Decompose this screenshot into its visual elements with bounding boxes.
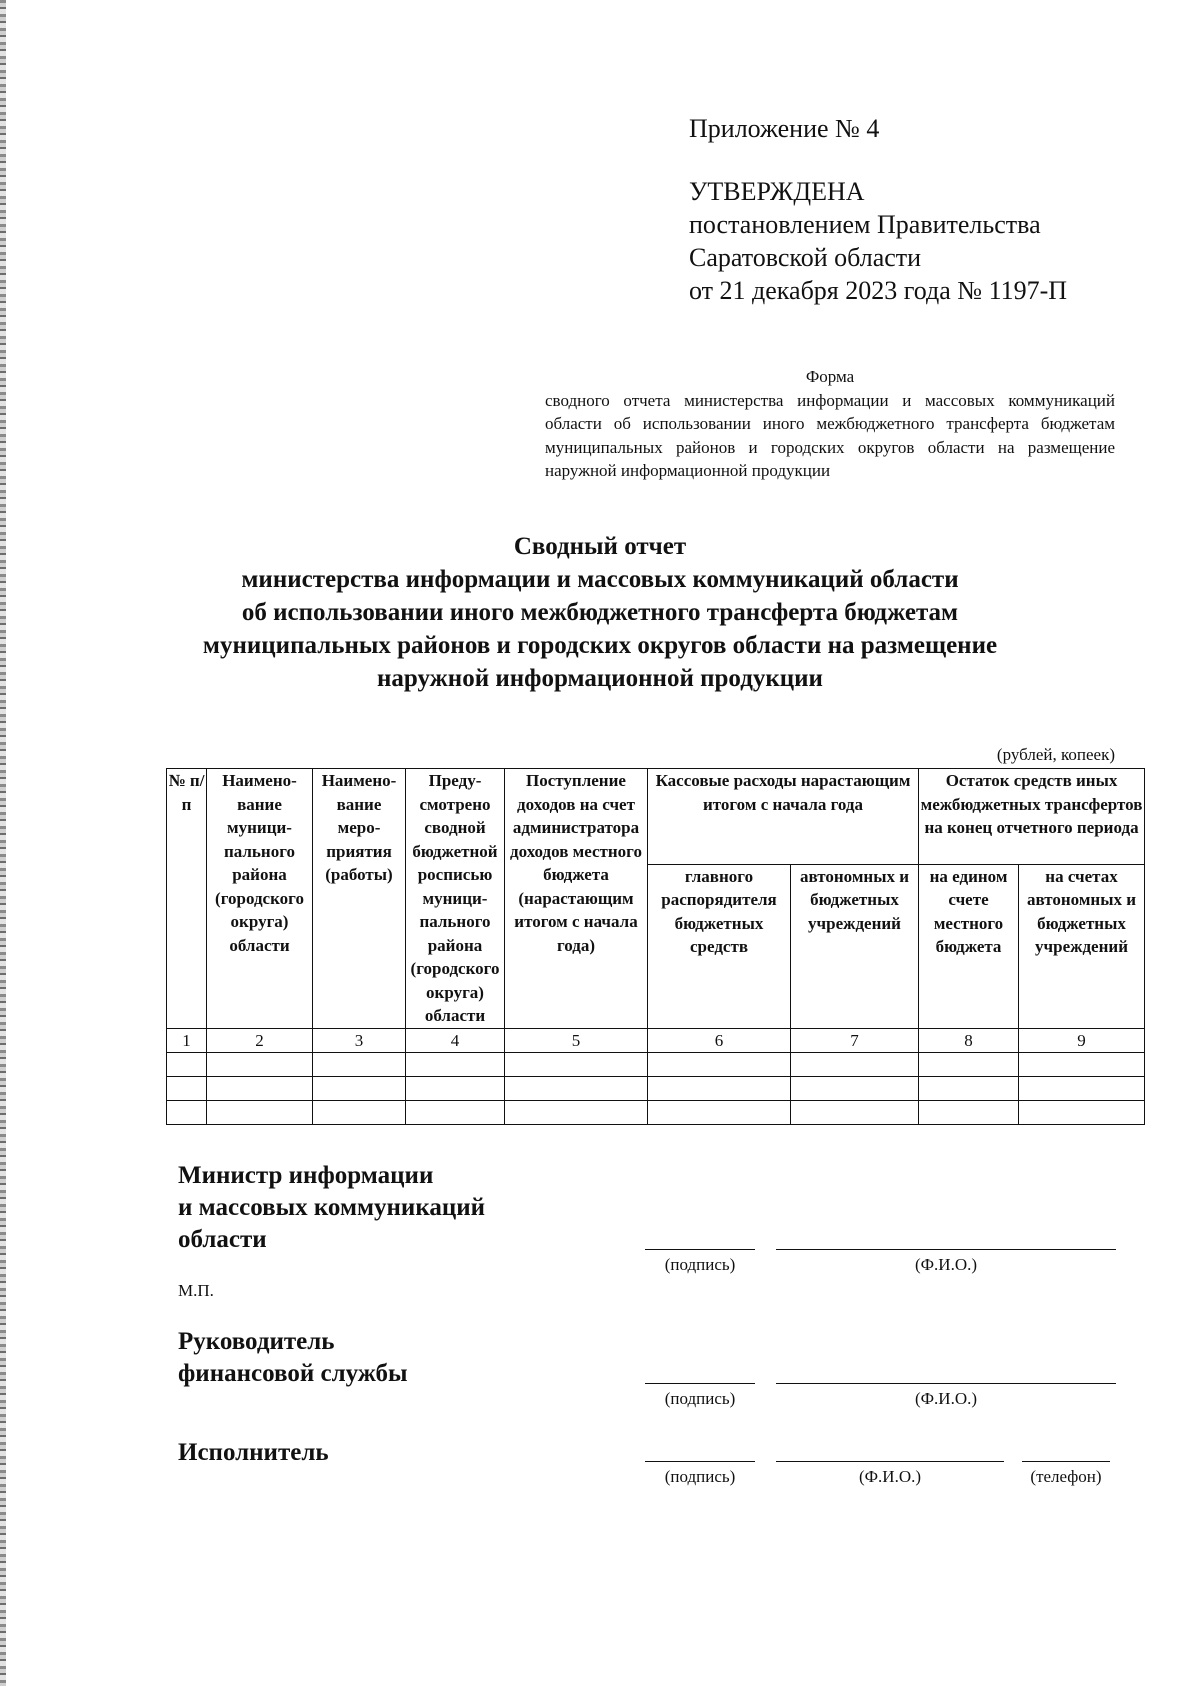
minister-name-caption: (Ф.И.О.)	[914, 1255, 978, 1274]
table-cell[interactable]	[207, 1077, 313, 1101]
minister-title	[178, 1160, 485, 1256]
table-cell[interactable]	[1019, 1101, 1145, 1125]
minister-signature-caption: (подпись)	[664, 1255, 736, 1274]
report-table	[166, 768, 1145, 1125]
executor-signature-line[interactable]	[645, 1461, 755, 1462]
table-cell[interactable]	[919, 1053, 1019, 1077]
table-cell[interactable]	[919, 1077, 1019, 1101]
minister-title-line-1: Министр информации	[178, 1162, 434, 1189]
executor-phone-line[interactable]	[1022, 1461, 1110, 1462]
approval-line-2: Саратовской области	[689, 243, 922, 272]
header-row-1	[167, 769, 1145, 865]
column-number: 7	[791, 1028, 919, 1053]
header-single-account: на едином счете местного бюджета	[919, 864, 1019, 1028]
approval-block	[689, 112, 1067, 307]
table-cell[interactable]	[313, 1077, 406, 1101]
finance-title	[178, 1326, 408, 1390]
finance-name-caption: (Ф.И.О.)	[914, 1389, 978, 1408]
report-title-line-4: муниципальных районов и городских округов области на размещение	[202, 632, 998, 659]
table-cell[interactable]	[167, 1101, 207, 1125]
minister-title-line-3: области	[178, 1226, 267, 1253]
table-cell[interactable]	[648, 1077, 791, 1101]
table-cell[interactable]	[505, 1101, 648, 1125]
finance-signature-line[interactable]	[645, 1383, 755, 1384]
table-cell[interactable]	[505, 1077, 648, 1101]
finance-signature-caption: (подпись)	[664, 1389, 736, 1408]
table-row	[167, 1077, 1145, 1101]
table-cell[interactable]	[207, 1053, 313, 1077]
table-cell[interactable]	[313, 1101, 406, 1125]
executor-phone-caption: (телефон)	[1030, 1467, 1102, 1486]
header-autonomous-institutions: автономных и бюджетных учреждений	[791, 864, 919, 1028]
table-cell[interactable]	[207, 1101, 313, 1125]
column-number: 9	[1019, 1028, 1145, 1053]
column-number-row	[167, 1028, 1145, 1053]
table-cell[interactable]	[406, 1077, 505, 1101]
executor-name-caption: (Ф.И.О.)	[858, 1467, 922, 1486]
header-remaining-funds: Остаток средств иных межбюджетных трансфертов на конец отчетного периода	[919, 769, 1145, 865]
report-title-line-2: министерства информации и массовых коммуникаций области	[241, 566, 959, 593]
table-cell[interactable]	[167, 1053, 207, 1077]
header-event-name: Наимено-вание меро-приятия (работы)	[313, 769, 406, 1029]
header-district-name: Наимено-вание муници-пального района (городского округа) области	[207, 769, 313, 1029]
table-cell[interactable]	[1019, 1077, 1145, 1101]
form-caption-text: сводного отчета министерства информации и массовых коммуникаций области об использовании иного межбюджетного трансферта бюджетам муниципальных районов и городских округов области на размещение наружной информационной продукции	[545, 390, 1115, 480]
table-cell[interactable]	[791, 1077, 919, 1101]
table-cell[interactable]	[406, 1101, 505, 1125]
appendix-number: Приложение № 4	[689, 114, 880, 143]
executor-title: Исполнитель	[178, 1439, 329, 1466]
form-caption-title: Форма	[805, 367, 855, 386]
header-number: № п/п	[167, 769, 207, 1029]
column-number: 1	[167, 1028, 207, 1053]
header-income-received: Поступление доходов на счет администратора доходов местного бюджета (нарастающим итогом с начала года)	[505, 769, 648, 1029]
table-cell[interactable]	[406, 1053, 505, 1077]
stamp-placeholder: М.П.	[178, 1281, 214, 1300]
approved-label: УТВЕРЖДЕНА	[689, 177, 865, 206]
approval-line-3: от 21 декабря 2023 года № 1197-П	[689, 276, 1068, 305]
report-title-line-1: Сводный отчет	[513, 533, 687, 560]
executor-name-line[interactable]	[776, 1461, 1004, 1462]
header-main-manager: главного распорядителя бюджетных средств	[648, 864, 791, 1028]
column-number: 4	[406, 1028, 505, 1053]
finance-title-line-1: Руководитель	[178, 1328, 335, 1355]
table-cell[interactable]	[648, 1053, 791, 1077]
minister-signature-line[interactable]	[645, 1249, 755, 1250]
header-budget-planned: Преду-смотрено сводной бюджетной росписью муници-пального района (городского округа) области	[406, 769, 505, 1029]
finance-name-line[interactable]	[776, 1383, 1116, 1384]
column-number: 6	[648, 1028, 791, 1053]
column-number: 3	[313, 1028, 406, 1053]
executor-signature-caption: (подпись)	[664, 1467, 736, 1486]
minister-name-line[interactable]	[776, 1249, 1116, 1250]
header-cash-expenses: Кассовые расходы нарастающим итогом с начала года	[648, 769, 919, 865]
column-number: 5	[505, 1028, 648, 1053]
table-cell[interactable]	[791, 1053, 919, 1077]
units-label: (рублей, копеек)	[996, 745, 1115, 764]
column-number: 2	[207, 1028, 313, 1053]
report-title-line-5: наружной информационной продукции	[377, 665, 823, 692]
table-row	[167, 1101, 1145, 1125]
table-cell[interactable]	[648, 1101, 791, 1125]
header-institution-accounts: на счетах автономных и бюджетных учреждений	[1019, 864, 1145, 1028]
table-row	[167, 1053, 1145, 1077]
table-cell[interactable]	[791, 1101, 919, 1125]
approval-line-1: постановлением Правительства	[689, 210, 1041, 239]
finance-title-line-2: финансовой службы	[178, 1360, 408, 1387]
table-cell[interactable]	[505, 1053, 648, 1077]
table-cell[interactable]	[167, 1077, 207, 1101]
table-cell[interactable]	[1019, 1053, 1145, 1077]
table-cell[interactable]	[919, 1101, 1019, 1125]
column-number: 8	[919, 1028, 1019, 1053]
scan-edge	[0, 0, 6, 1686]
report-title	[150, 530, 1050, 695]
report-title-line-3: об использовании иного межбюджетного трансферта бюджетам	[241, 599, 959, 626]
form-caption	[545, 365, 1115, 483]
minister-title-line-2: и массовых коммуникаций	[178, 1194, 486, 1221]
table-cell[interactable]	[313, 1053, 406, 1077]
